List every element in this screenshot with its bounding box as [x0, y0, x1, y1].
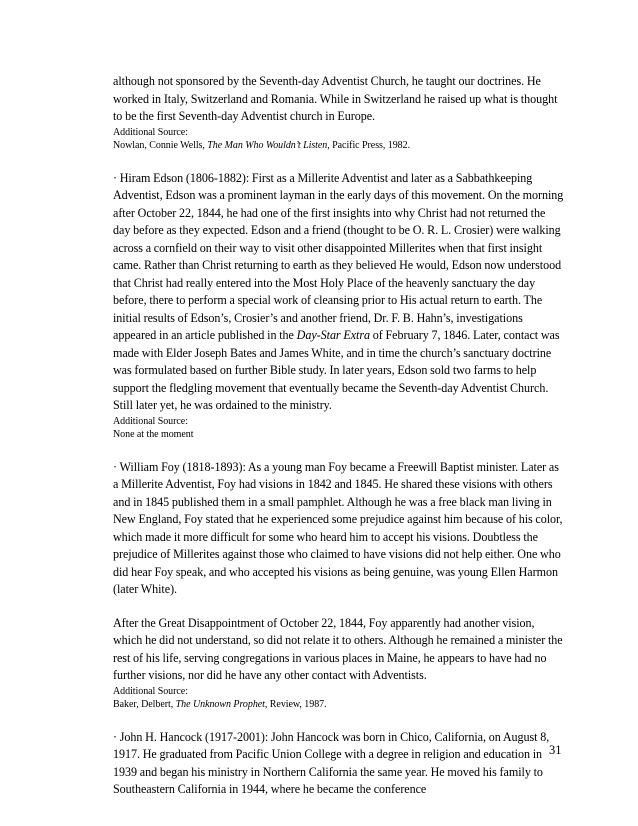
edson-text-b: of February 7, 1846. Later, contact was made with Elder Joseph Bates and James White, and in time the church’s sanctuary doctrine was formulated based on further Bible study. In later years, Edson sold two farms to help support the fledgling movement that eventually became the Seventh-day Adventist Church. Still later yet, he was ordained to the ministry.: [113, 328, 560, 412]
edson-source-label: Additional Source:: [113, 415, 188, 427]
edson-text-title: Day-Star Extra: [296, 328, 370, 342]
edson-source: None at the moment: [113, 429, 194, 440]
foy-paragraph-1: · William Foy (1818-1893): As a young man Foy became a Freewill Baptist minister. Later as a Millerite Adventist, Foy had visions in 1842 and 1845. He shared these visions with others and in 1845 published them in a small pamphlet. Although he was a free black man living in New England, Foy stated that he experienced some prejudice against him because of his color, which made it more difficult for some who heard him to accept his visions. Doubtless the prejudice of Millerites against those who claimed to have visions did not help either. One who did hear Foy speak, and who accepted his visions as being genuine, was young Ellen Harmon (later White).: [113, 459, 563, 596]
foy-source-author: Baker, Delbert,: [113, 699, 176, 710]
edson-text-a: · Hiram Edson (1806-1882): First as a Millerite Adventist and later as a Sabbathkeeping Adventist, Edson was a prominent layman in the early days of this movement. On the morning after October 22, 1844, he had one of the first insights into why Christ had not returned the day before as they expected. Edson and a friend (thought to be O. R. L. Crosier) were walking across a cornfield on their way to visit other disappointed Millerites when that first insight came. Rather than Christ returning to earth as they believed He would, Edson now understood that Christ had really entered into the Most Holy Place of the heavenly sanctuary the day before, there to perform a special work of cleansing prior to His actual return to earth. The initial results of Edson’s, Crosier’s and another friend, Dr. F. B. Hahn’s, investigations appeared in an article published in the: [113, 170, 564, 342]
bates-source-title: The Man Who Wouldn’t Listen: [207, 140, 328, 151]
bates-source: [113, 139, 565, 153]
edson-paragraph: [113, 170, 565, 415]
foy-source-title: The Unknown Prophet: [175, 699, 265, 710]
bates-source-publisher: , Pacific Press, 1982.: [327, 140, 411, 151]
foy-source-label: Additional Source:: [113, 685, 188, 697]
hancock-paragraph: · John H. Hancock (1917-2001): John Hancock was born in Chico, California, on August 8, 1917. He graduated from Pacific Union College with a degree in religion and education in 1939 and began his ministry in Northern California the same year. He moved his family to Southeastern California in 1944, where he became the conference: [113, 729, 550, 796]
page-body: [113, 73, 565, 799]
page-number: 31: [549, 743, 562, 757]
bates-paragraph: although not sponsored by the Seventh-day Adventist Church, he taught our doctrines. He worked in Italy, Switzerland and Romania. While in Switzerland he raised up what is thought to be the first Seventh-day Adventist church in Europe.: [113, 74, 558, 123]
foy-paragraph-2: After the Great Disappointment of October 22, 1844, Foy apparently had another vision, which he did not understand, so did not relate it to others. Although he remained a minister the rest of his life, serving congregations in various places in Maine, he appears to have had no further visions, nor did he have any other contact with Adventists.: [113, 615, 563, 682]
bates-source-label: Additional Source:: [113, 126, 188, 138]
foy-source-publisher: , Review, 1987.: [264, 699, 327, 710]
bates-source-author: Nowlan, Connie Wells,: [113, 140, 208, 151]
foy-source: [113, 698, 565, 712]
